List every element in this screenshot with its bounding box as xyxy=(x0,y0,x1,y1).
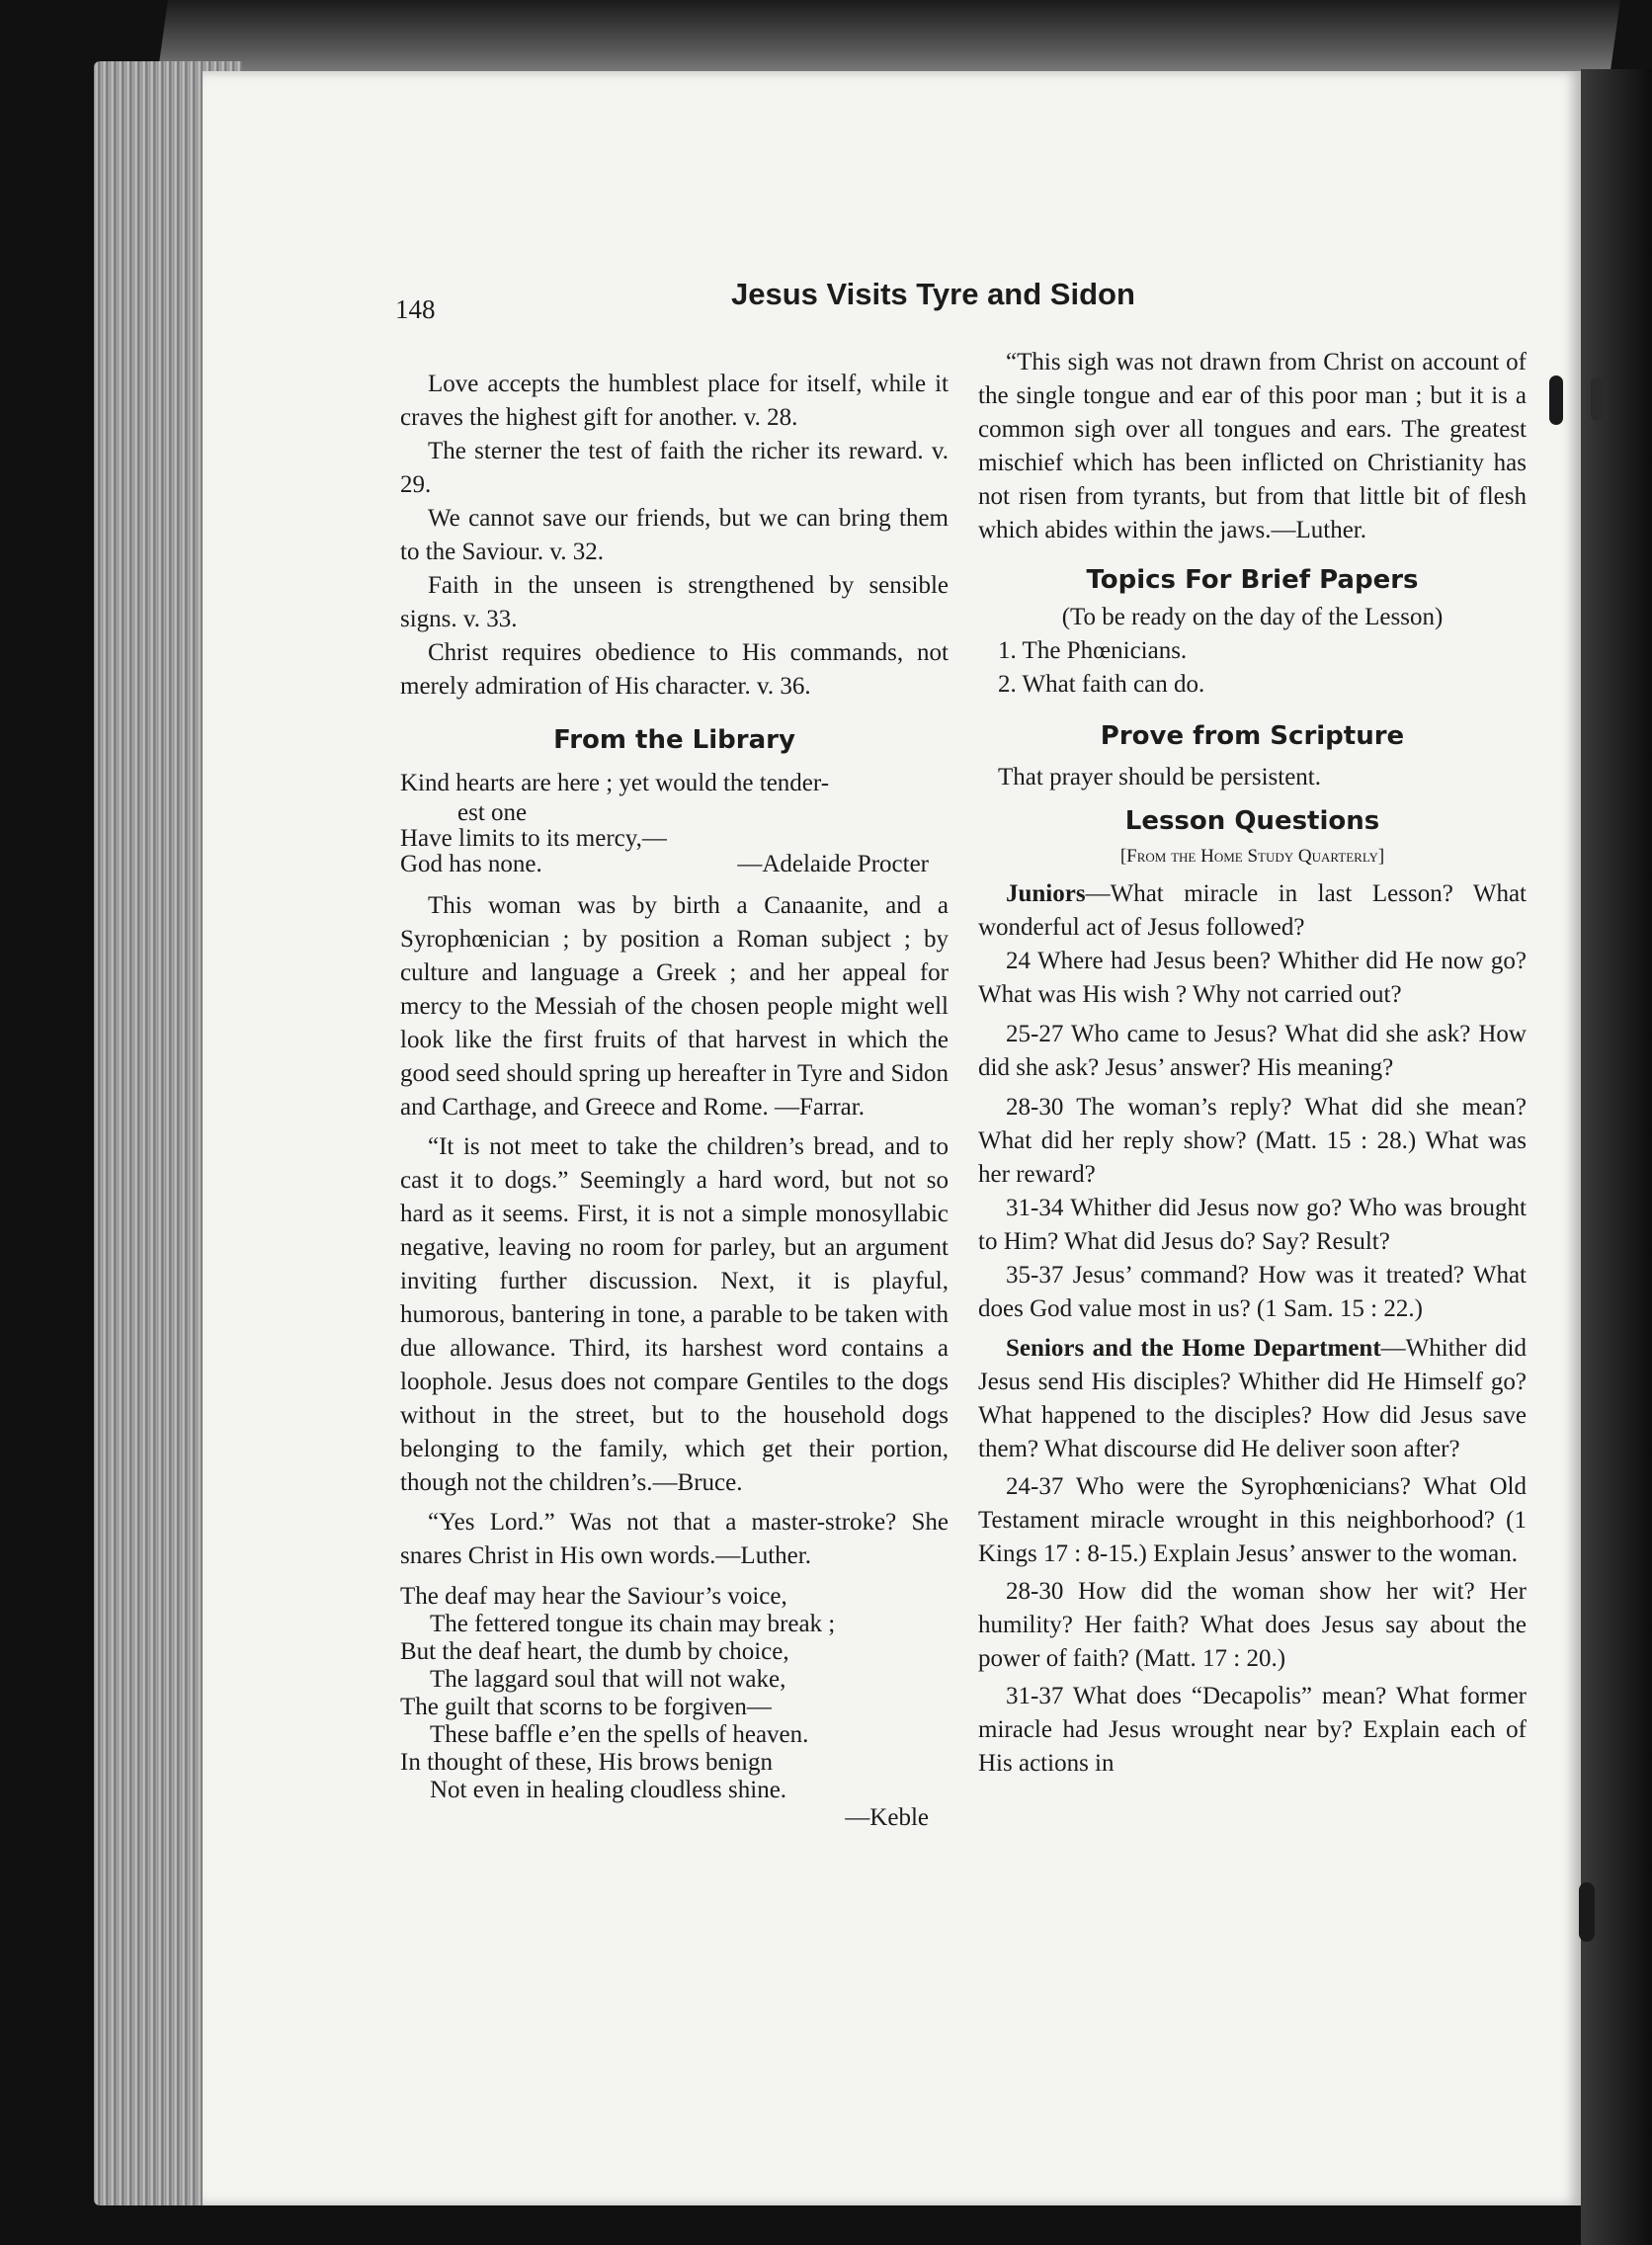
topic-item: 1. The Phœnicians. xyxy=(998,637,1188,664)
binding-clip xyxy=(1579,1882,1595,1942)
bruce-quote: “It is not meet to take the children’s bread, and to cast it to dogs.” Seemingly a hard word, but not so hard as it seems. First, it is not a simple monosyllabic negative, leaving no room for parley, but an argument inviting further discussion. Next, it is playful, humorous, bantering in tone, a parable to be taken with due allowance. Third, its harshest word contains a loophole. Jesus does not compare Gentiles to the dogs without in the street, but to the household dogs belonging to the family, which get their portion, though not the children’s.—Bruce. xyxy=(400,1133,949,1496)
lesson-point: The sterner the test of faith the richer its reward. v. 29. xyxy=(400,438,949,498)
keble-poem xyxy=(400,1583,949,1832)
poem-line: The laggard soul that will not wake, xyxy=(430,1666,786,1693)
juniors-label: Juniors xyxy=(1006,880,1086,907)
page-number: 148 xyxy=(395,294,436,324)
verse-author: —Adelaide Procter xyxy=(737,851,929,877)
left-column xyxy=(400,368,949,1832)
question-item: 31-34 Whither did Jesus now go? Who was brought to Him? What did Jesus do? Say? Result? xyxy=(978,1195,1527,1255)
verse-line: Kind hearts are here ; yet would the tender- xyxy=(400,770,830,796)
seniors-intro: —Whither did Jesus send His disciples? Whither did He Himself go? What happened to the disciples? How did Jesus save them? What discourse did He deliver soon after? xyxy=(978,1335,1527,1462)
lesson-point: We cannot save our friends, but we can bring them to the Saviour. v. 32. xyxy=(400,505,949,565)
right-column xyxy=(978,346,1527,1781)
lesson-point: Faith in the unseen is strengthened by sensible signs. v. 33. xyxy=(400,572,949,632)
poem-line: These baffle e’en the spells of heaven. xyxy=(430,1721,809,1748)
farrar-quote: This woman was by birth a Canaanite, and a Syrophœnician ; by position a Roman subject ; by culture and language a Greek ; and her appeal for mercy to the Messiah of the chosen people might well look like the first fruits of that harvest in which the good seed should spring up hereafter in Tyre and Sidon and Carthage, and Greece and Rome. —Farrar. xyxy=(400,892,949,1121)
question-item: 28-30 The woman’s reply? What did she mean? What did her reply show? (Matt. 15 : 28.) What was her reward? xyxy=(978,1094,1527,1188)
seniors-label: Seniors and the Home Department xyxy=(1006,1335,1381,1362)
question-item: 24 Where had Jesus been? Whither did He now go? What was His wish ? Why not carried out? xyxy=(978,948,1527,1008)
poem-line: In thought of these, His brows benign xyxy=(400,1749,774,1776)
poem-line: Not even in healing cloudless shine. xyxy=(430,1777,787,1803)
lesson-point: Love accepts the humblest place for itself, while it craves the highest gift for another. v. 28. xyxy=(400,371,949,431)
question-item: 31-37 What does “Decapolis” mean? What former miracle had Jesus wrought near by? Explain each of His actions in xyxy=(978,1683,1527,1777)
juniors-intro: —What miracle in last Lesson? What wonderful act of Jesus followed? xyxy=(978,880,1527,941)
questions-heading: Lesson Questions xyxy=(1124,806,1380,836)
running-title: Jesus Visits Tyre and Sidon xyxy=(731,277,1135,311)
procter-verse xyxy=(400,767,949,879)
luther-sigh-quote: “This sigh was not drawn from Christ on account of the single tongue and ear of this poor man ; but it is a common sigh over all tongues and ears. The greatest mischief which has been inflicted on Christianity has not risen from tyrants, but from that little bit of flesh which abides within the jaws.—Luther. xyxy=(978,349,1527,543)
lesson-point: Christ requires obedience to His commands, not merely admiration of His character. v. 36. xyxy=(400,639,949,700)
binding-clip xyxy=(1591,377,1603,421)
poem-line: The fettered tongue its chain may break ; xyxy=(430,1611,836,1637)
topics-heading: Topics For Brief Papers xyxy=(1086,565,1419,595)
question-item: 28-30 How did the woman show her wit? Her humility? Her faith? What does Jesus say about the power of faith? (Matt. 17 : 20.) xyxy=(978,1578,1527,1672)
topics-note: (To be ready on the day of the Lesson) xyxy=(1061,604,1444,630)
poem-line: The deaf may hear the Saviour’s voice, xyxy=(400,1583,787,1610)
questions-source: [From the Home Study Quarterly] xyxy=(1119,846,1385,867)
library-heading: From the Library xyxy=(553,725,795,755)
poem-author: —Keble xyxy=(845,1804,929,1831)
question-item: 24-37 Who were the Syrophœnicians? What Old Testament miracle wrought in this neighborhood? (1 Kings 17 : 8-15.) Explain Jesus’ answer to the woman. xyxy=(978,1473,1527,1567)
question-item: 25-27 Who came to Jesus? What did she ask? How did she ask? Jesus’ answer? His meaning? xyxy=(978,1021,1527,1081)
luther-quote: “Yes Lord.” Was not that a master-stroke? She snares Christ in His own words.—Luther. xyxy=(400,1509,949,1569)
verse-line: Have limits to its mercy,— xyxy=(400,825,667,852)
question-item: 35-37 Jesus’ command? How was it treated? What does God value most in us? (1 Sam. 15 : 22.) xyxy=(978,1262,1527,1322)
topic-item: 2. What faith can do. xyxy=(998,671,1205,698)
verse-line: God has none. xyxy=(400,851,542,877)
binding-clip xyxy=(1549,375,1563,425)
verse-line: est one xyxy=(457,799,528,826)
prove-text: That prayer should be persistent. xyxy=(998,764,1321,790)
prove-heading: Prove from Scripture xyxy=(1100,721,1405,751)
poem-line: But the deaf heart, the dumb by choice, xyxy=(400,1638,789,1665)
poem-line: The guilt that scorns to be forgiven— xyxy=(400,1694,772,1720)
